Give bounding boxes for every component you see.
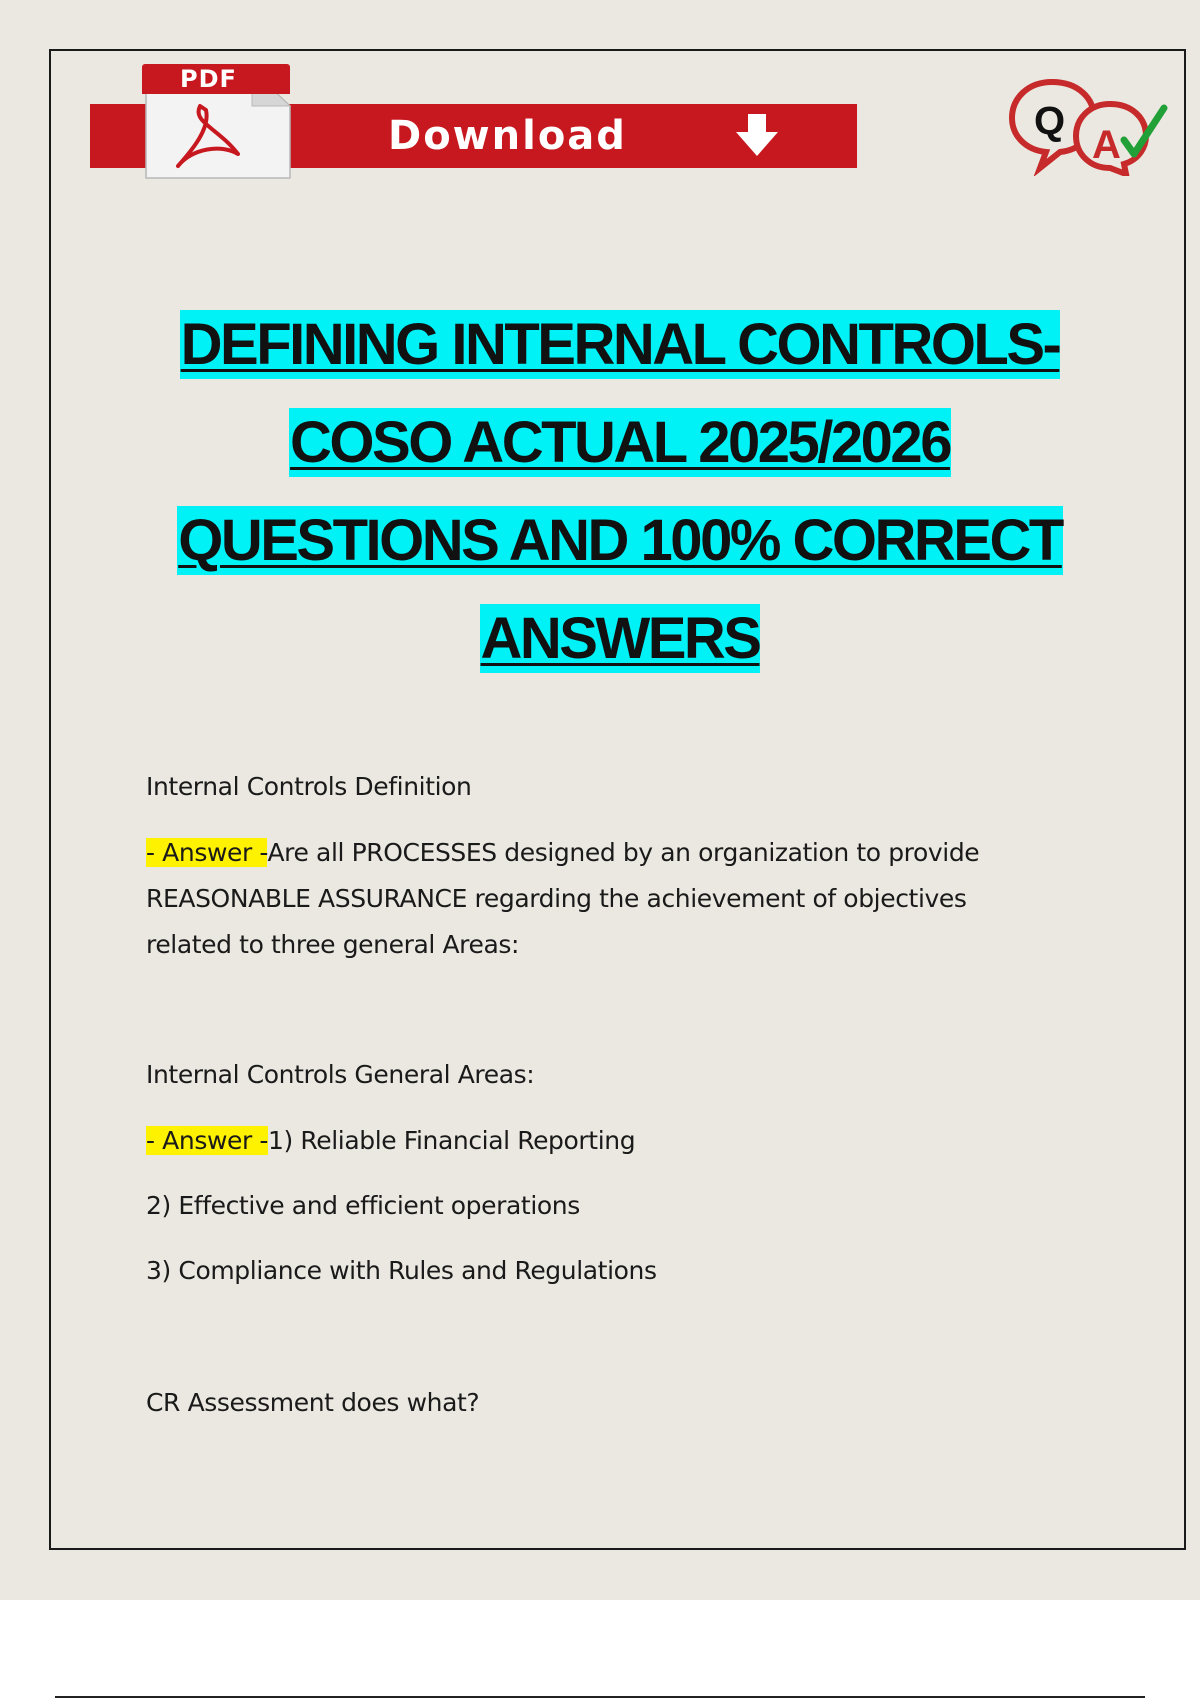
title-line-1: DEFINING INTERNAL CONTROLS- bbox=[180, 312, 1060, 377]
page-bottom-margin bbox=[0, 1600, 1200, 1700]
svg-text:Q: Q bbox=[1034, 99, 1066, 143]
document-title bbox=[100, 296, 1140, 688]
download-banner[interactable] bbox=[90, 60, 860, 180]
question-3: CR Assessment does what? bbox=[146, 1388, 480, 1417]
answer-text: 1) Reliable Financial Reporting bbox=[268, 1126, 636, 1155]
pdf-document-icon bbox=[142, 62, 292, 180]
answer-2-line-1 bbox=[146, 1126, 635, 1155]
download-label[interactable]: Download bbox=[388, 113, 627, 159]
answer-1-line-1 bbox=[146, 838, 979, 867]
footer-rule bbox=[55, 1696, 1145, 1698]
qa-check-icon bbox=[1004, 76, 1174, 176]
answer-tag: - Answer - bbox=[146, 838, 268, 867]
answer-1-line-3: related to three general Areas: bbox=[146, 930, 520, 959]
title-line-3: QUESTIONS AND 100% CORRECT bbox=[178, 508, 1062, 573]
answer-1-line-2: REASONABLE ASSURANCE regarding the achievement of objectives bbox=[146, 884, 967, 913]
answer-tag: - Answer - bbox=[146, 1126, 269, 1155]
title-line-4: ANSWERS bbox=[480, 606, 760, 671]
answer-2-line-3: 3) Compliance with Rules and Regulations bbox=[146, 1256, 657, 1285]
pdf-label: PDF bbox=[142, 64, 290, 94]
svg-text:A: A bbox=[1092, 123, 1121, 167]
answer-2-line-2: 2) Effective and efficient operations bbox=[146, 1191, 580, 1220]
title-line-2: COSO ACTUAL 2025/2026 bbox=[290, 410, 950, 475]
answer-text: Are all PROCESSES designed by an organization to provide bbox=[267, 838, 980, 867]
download-arrow-icon bbox=[732, 114, 782, 158]
question-1: Internal Controls Definition bbox=[146, 772, 472, 801]
question-2: Internal Controls General Areas: bbox=[146, 1060, 535, 1089]
